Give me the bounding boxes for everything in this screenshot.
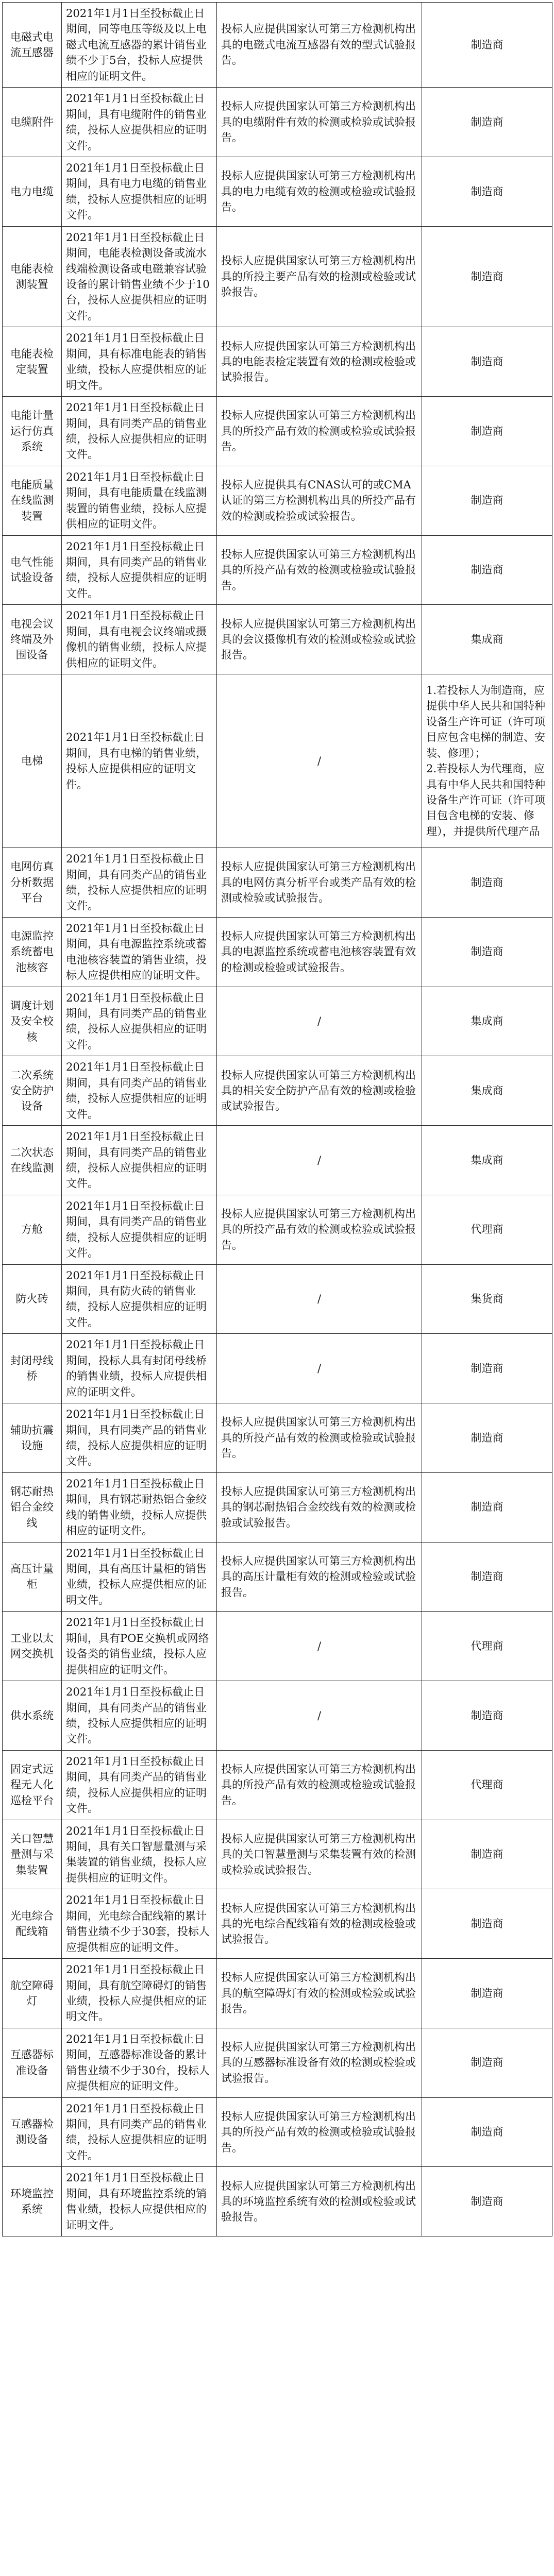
test-report-requirement-cell: 投标人应提供国家认可第三方检测机构出具的电网仿真分析平台或类产品有效的检测或检验或试验报告。	[217, 848, 422, 918]
qualification-table	[2, 2, 552, 2236]
test-report-requirement-cell: 投标人应提供国家认可第三方检测机构出具的光电综合配线箱有效的检测或检验或试验报告。	[217, 1889, 422, 1959]
product-name-cell: 航空障碍灯	[3, 1959, 62, 2028]
bidder-type-cell: 制造商	[422, 1542, 552, 1612]
product-name-cell: 互感器检测设备	[3, 2097, 62, 2167]
product-name-cell: 环境监控系统	[3, 2167, 62, 2236]
performance-requirement-cell: 2021年1月1日至投标截止日期间，具有电缆附件的销售业绩，投标人应提供相应的证明文件。	[62, 88, 217, 157]
table-row	[3, 1959, 552, 2028]
product-name-cell: 工业以太网交换机	[3, 1612, 62, 1681]
product-name-cell: 电能计量运行仿真系统	[3, 397, 62, 466]
performance-requirement-cell: 2021年1月1日至投标截止日期间，具有高压计量柜的销售业绩，投标人应提供相应的证明文件。	[62, 1542, 217, 1612]
test-report-requirement-cell: 投标人应提供国家认可第三方检测机构出具的所投产品有效的检测或检验或试验报告。	[217, 1195, 422, 1264]
product-name-cell: 方舱	[3, 1195, 62, 1264]
test-report-requirement-cell: 投标人应提供国家认可第三方检测机构出具的互感器标准设备有效的检测或检验或试验报告。	[217, 2028, 422, 2097]
bidder-type-cell: 集成商	[422, 1126, 552, 1195]
bidder-type-cell: 制造商	[422, 2028, 552, 2097]
bidder-type-cell: 1.若投标人为制造商，应提供中华人民共和国特种设备生产许可证（许可项目应包含电梯的制造、安装、修理）； 2.若投标人为代理商，应具有中华人民共和国特种设备生产许可证（许可项目包含电梯的安装、修理），并提供所代理产品	[422, 674, 552, 848]
bidder-type-cell: 制造商	[422, 157, 552, 226]
table-row	[3, 327, 552, 397]
test-report-requirement-cell: 投标人应提供国家认可第三方检测机构出具的电缆附件有效的检测或检验或试验报告。	[217, 88, 422, 157]
product-name-cell: 电力电缆	[3, 157, 62, 226]
bidder-type-cell: 集成商	[422, 987, 552, 1056]
test-report-requirement-cell: 投标人应提供国家认可第三方检测机构出具的所投主要产品有效的检测或检验或试验报告。	[217, 226, 422, 327]
table-row	[3, 605, 552, 674]
table-row	[3, 1334, 552, 1403]
table-row	[3, 1820, 552, 1889]
test-report-requirement-cell: 投标人应提供国家认可第三方检测机构出具的所投产品有效的检测或检验或试验报告。	[217, 2097, 422, 2167]
table-row	[3, 1889, 552, 1959]
performance-requirement-cell: 2021年1月1日至投标截止日期间，具有同类产品的销售业绩，投标人应提供相应的证明文件。	[62, 2097, 217, 2167]
bidder-type-cell: 制造商	[422, 1820, 552, 1889]
product-name-cell: 二次状态在线监测	[3, 1126, 62, 1195]
table-row	[3, 848, 552, 918]
performance-requirement-cell: 2021年1月1日至投标截止日期间，具有电视会议终端或摄像机的销售业绩，投标人应提供相应的证明文件。	[62, 605, 217, 674]
table-row	[3, 1472, 552, 1542]
product-name-cell: 电梯	[3, 674, 62, 848]
product-name-cell: 固定式远程无人化巡检平台	[3, 1750, 62, 1820]
performance-requirement-cell: 2021年1月1日至投标截止日期间，具有关口智慧量测与采集装置的销售业绩，投标人应提供相应的证明文件。	[62, 1820, 217, 1889]
product-name-cell: 电磁式电流互感器	[3, 3, 62, 88]
test-report-requirement-cell: 投标人应提供国家认可第三方检测机构出具的所投产品有效的检测或检验或试验报告。	[217, 1403, 422, 1473]
bidder-type-cell: 制造商	[422, 917, 552, 987]
table-row	[3, 3, 552, 88]
product-name-cell: 封闭母线桥	[3, 1334, 62, 1403]
performance-requirement-cell: 2021年1月1日至投标截止日期间，具有同类产品的销售业绩，投标人应提供相应的证明文件。	[62, 987, 217, 1056]
performance-requirement-cell: 2021年1月1日至投标截止日期间，具有同类产品的销售业绩，投标人应提供相应的证明文件。	[62, 1681, 217, 1751]
test-report-requirement-cell: /	[217, 674, 422, 848]
test-report-requirement-cell: 投标人应提供国家认可第三方检测机构出具的高压计量柜有效的检测或检验或试验报告。	[217, 1542, 422, 1612]
test-report-requirement-cell: /	[217, 1612, 422, 1681]
table-row	[3, 2028, 552, 2097]
bidder-type-cell: 集成商	[422, 605, 552, 674]
bidder-type-cell: 集成商	[422, 1056, 552, 1126]
bidder-type-cell: 代理商	[422, 1612, 552, 1681]
table-row	[3, 1264, 552, 1334]
product-name-cell: 光电综合配线箱	[3, 1889, 62, 1959]
bidder-type-cell: 制造商	[422, 3, 552, 88]
performance-requirement-cell: 2021年1月1日至投标截止日期间，互感器标准设备的累计销售业绩不少于30台，投标人应提供相应的证明文件。	[62, 2028, 217, 2097]
performance-requirement-cell: 2021年1月1日至投标截止日期间，投标人具有封闭母线桥的销售业绩，投标人应提供相应的证明文件。	[62, 1334, 217, 1403]
bidder-type-cell: 制造商	[422, 1959, 552, 2028]
table-row	[3, 1403, 552, 1473]
performance-requirement-cell: 2021年1月1日至投标截止日期间，具有同类产品的销售业绩，投标人应提供相应的证明文件。	[62, 1126, 217, 1195]
test-report-requirement-cell: 投标人应提供国家认可第三方检测机构出具的会议摄像机有效的检测或检验或试验报告。	[217, 605, 422, 674]
performance-requirement-cell: 2021年1月1日至投标截止日期间，具有电能质量在线监测装置的销售业绩，投标人应提供相应的证明文件。	[62, 466, 217, 535]
product-name-cell: 电视会议终端及外围设备	[3, 605, 62, 674]
table-row	[3, 1681, 552, 1751]
bidder-type-cell: 制造商	[422, 397, 552, 466]
performance-requirement-cell: 2021年1月1日至投标截止日期间，具有防火砖的销售业绩，投标人应提供相应的证明文件。	[62, 1264, 217, 1334]
product-name-cell: 互感器标准设备	[3, 2028, 62, 2097]
performance-requirement-cell: 2021年1月1日至投标截止日期间，具有同类产品的销售业绩，投标人应提供相应的证明文件。	[62, 848, 217, 918]
table-row	[3, 1126, 552, 1195]
test-report-requirement-cell: 投标人应提供国家认可第三方检测机构出具的电源监控系统或蓄电池核容装置有效的检测或检验或试验报告。	[217, 917, 422, 987]
table-row	[3, 2097, 552, 2167]
performance-requirement-cell: 2021年1月1日至投标截止日期间，具有同类产品的销售业绩，投标人应提供相应的证明文件。	[62, 1403, 217, 1473]
test-report-requirement-cell: 投标人应提供国家认可第三方检测机构出具的所投产品有效的检测或检验或试验报告。	[217, 397, 422, 466]
test-report-requirement-cell: /	[217, 1681, 422, 1751]
test-report-requirement-cell: /	[217, 1264, 422, 1334]
test-report-requirement-cell: /	[217, 1334, 422, 1403]
performance-requirement-cell: 2021年1月1日至投标截止日期间，具有POE交换机或网络设备类的销售业绩，投标人应提供相应的证明文件。	[62, 1612, 217, 1681]
product-name-cell: 辅助抗震设施	[3, 1403, 62, 1473]
performance-requirement-cell: 2021年1月1日至投标截止日期间，具有同类产品的销售业绩，投标人应提供相应的证明文件。	[62, 1750, 217, 1820]
test-report-requirement-cell: 投标人应提供国家认可第三方检测机构出具的电磁式电流互感器有效的型式试验报告。	[217, 3, 422, 88]
bidder-type-cell: 集货商	[422, 1264, 552, 1334]
bidder-type-cell: 制造商	[422, 2167, 552, 2236]
bidder-type-cell: 制造商	[422, 1403, 552, 1473]
bidder-type-cell: 制造商	[422, 1681, 552, 1751]
table-row	[3, 88, 552, 157]
bidder-type-cell: 制造商	[422, 1334, 552, 1403]
product-name-cell: 高压计量柜	[3, 1542, 62, 1612]
test-report-requirement-cell: 投标人应提供国家认可第三方检测机构出具的环境监控系统有效的检测或检验或试验报告。	[217, 2167, 422, 2236]
table-row	[3, 917, 552, 987]
performance-requirement-cell: 2021年1月1日至投标截止日期间，具有航空障碍灯的销售业绩，投标人应提供相应的证明文件。	[62, 1959, 217, 2028]
table-row	[3, 2167, 552, 2236]
performance-requirement-cell: 2021年1月1日至投标截止日期间，具有电力电缆的销售业绩，投标人应提供相应的证明文件。	[62, 157, 217, 226]
performance-requirement-cell: 2021年1月1日至投标截止日期间，具有同类产品的销售业绩，投标人应提供相应的证明文件。	[62, 1195, 217, 1264]
product-name-cell: 钢芯耐热铝合金绞线	[3, 1472, 62, 1542]
product-name-cell: 供水系统	[3, 1681, 62, 1751]
product-name-cell: 电源监控系统蓄电池核容	[3, 917, 62, 987]
performance-requirement-cell: 2021年1月1日至投标截止日期间，同等电压等级及以上电磁式电流互感器的累计销售业绩不少于5台，投标人应提供相应的证明文件。	[62, 3, 217, 88]
test-report-requirement-cell: 投标人应提供国家认可第三方检测机构出具的电能表检定装置有效的检测或检验或试验报告。	[217, 327, 422, 397]
bidder-type-cell: 制造商	[422, 466, 552, 535]
product-name-cell: 电能质量在线监测装置	[3, 466, 62, 535]
test-report-requirement-cell: 投标人应提供国家认可第三方检测机构出具的钢芯耐热铝合金绞线有效的检测或检验或试验报告。	[217, 1472, 422, 1542]
product-name-cell: 电网仿真分析数据平台	[3, 848, 62, 918]
product-name-cell: 调度计划及安全校核	[3, 987, 62, 1056]
performance-requirement-cell: 2021年1月1日至投标截止日期间，具有电源监控系统或蓄电池核容装置的销售业绩，投标人应提供相应的证明文件。	[62, 917, 217, 987]
performance-requirement-cell: 2021年1月1日至投标截止日期间，具有环境监控系统的销售业绩，投标人应提供相应的证明文件。	[62, 2167, 217, 2236]
bidder-type-cell: 制造商	[422, 327, 552, 397]
product-name-cell: 电能表检定装置	[3, 327, 62, 397]
product-name-cell: 防火砖	[3, 1264, 62, 1334]
performance-requirement-cell: 2021年1月1日至投标截止日期间，具有同类产品的销售业绩，投标人应提供相应的证明文件。	[62, 1056, 217, 1126]
performance-requirement-cell: 2021年1月1日至投标截止日期间，具有同类产品的销售业绩，投标人应提供相应的证明文件。	[62, 397, 217, 466]
bidder-type-cell: 制造商	[422, 848, 552, 918]
test-report-requirement-cell: /	[217, 1126, 422, 1195]
performance-requirement-cell: 2021年1月1日至投标截止日期间，具有同类产品的销售业绩，投标人应提供相应的证明文件。	[62, 535, 217, 605]
performance-requirement-cell: 2021年1月1日至投标截止日期间，电能表检测设备或流水线端检测设备或电磁兼容试验设备的累计销售业绩不少于10台，投标人应提供相应的证明文件。	[62, 226, 217, 327]
product-name-cell: 电能表检测装置	[3, 226, 62, 327]
test-report-requirement-cell: 投标人应提供国家认可第三方检测机构出具的关口智慧量测与采集装置有效的检测或检验或试验报告。	[217, 1820, 422, 1889]
bidder-type-cell: 制造商	[422, 2097, 552, 2167]
bidder-type-cell: 代理商	[422, 1750, 552, 1820]
bidder-type-cell: 制造商	[422, 535, 552, 605]
table-row	[3, 1056, 552, 1126]
bidder-type-cell: 制造商	[422, 1889, 552, 1959]
table-row	[3, 1542, 552, 1612]
bidder-type-cell: 制造商	[422, 1472, 552, 1542]
test-report-requirement-cell: /	[217, 987, 422, 1056]
bidder-type-cell: 制造商	[422, 226, 552, 327]
test-report-requirement-cell: 投标人应提供国家认可第三方检测机构出具的电力电缆有效的检测或检验或试验报告。	[217, 157, 422, 226]
performance-requirement-cell: 2021年1月1日至投标截止日期间，具有钢芯耐热铝合金绞线的销售业绩，投标人应提供相应的证明文件。	[62, 1472, 217, 1542]
test-report-requirement-cell: 投标人应提供国家认可第三方检测机构出具的航空障碍灯有效的检测或检验或试验报告。	[217, 1959, 422, 2028]
product-name-cell: 电缆附件	[3, 88, 62, 157]
table-row	[3, 1750, 552, 1820]
bidder-type-cell: 代理商	[422, 1195, 552, 1264]
test-report-requirement-cell: 投标人应提供国家认可第三方检测机构出具的相关安全防护产品有效的检测或检验或试验报告。	[217, 1056, 422, 1126]
performance-requirement-cell: 2021年1月1日至投标截止日期间，光电综合配线箱的累计销售业绩不少于30套，投标人应提供相应的证明文件。	[62, 1889, 217, 1959]
table-row	[3, 157, 552, 226]
table-row	[3, 987, 552, 1056]
table-row	[3, 1195, 552, 1264]
test-report-requirement-cell: 投标人应提供国家认可第三方检测机构出具的所投产品有效的检测或检验或试验报告。	[217, 535, 422, 605]
bidder-type-cell: 制造商	[422, 88, 552, 157]
table-row	[3, 1612, 552, 1681]
performance-requirement-cell: 2021年1月1日至投标截止日期间，具有标准电能表的销售业绩，投标人应提供相应的证明文件。	[62, 327, 217, 397]
table-row	[3, 226, 552, 327]
product-name-cell: 电气性能试验设备	[3, 535, 62, 605]
product-name-cell: 关口智慧量测与采集装置	[3, 1820, 62, 1889]
table-row	[3, 535, 552, 605]
table-row	[3, 674, 552, 848]
product-name-cell: 二次系统安全防护设备	[3, 1056, 62, 1126]
table-body	[3, 3, 552, 2236]
test-report-requirement-cell: 投标人应提供国家认可第三方检测机构出具的所投产品有效的检测或检验或试验报告。	[217, 1750, 422, 1820]
test-report-requirement-cell: 投标人应提供具有CNAS认可的或CMA认证的第三方检测机构出具的所投产品有效的检测或检验或试验报告。	[217, 466, 422, 535]
table-row	[3, 397, 552, 466]
table-row	[3, 466, 552, 535]
performance-requirement-cell: 2021年1月1日至投标截止日期间，具有电梯的销售业绩，投标人应提供相应的证明文件。	[62, 674, 217, 848]
